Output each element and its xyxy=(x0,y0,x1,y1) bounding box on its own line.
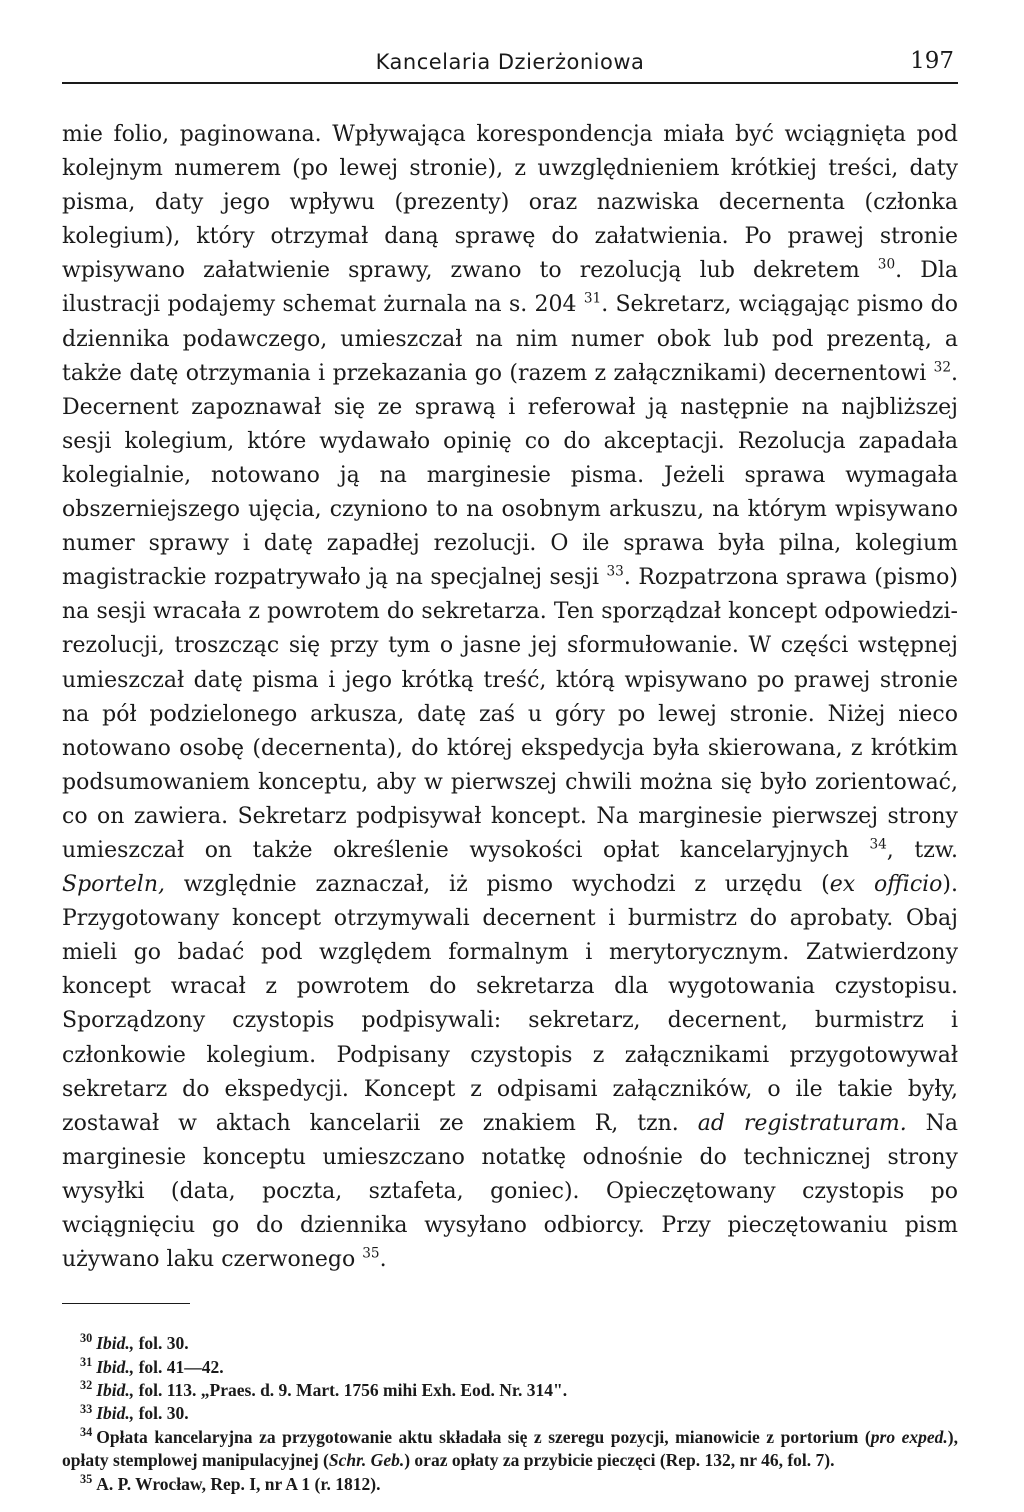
paragraph xyxy=(62,118,958,1277)
footnote-text: fol. 113. „Praes. d. 9. Mart. 1756 mihi Exh. Eod. Nr. 314". xyxy=(134,1380,568,1400)
running-header xyxy=(62,0,958,84)
footnote-italic: Schr. Geb. xyxy=(328,1450,405,1471)
footnote-ibid: Ibid., xyxy=(96,1403,135,1424)
text-run: względnie zaznaczał, iż pismo wychodzi z urzędu ( xyxy=(164,872,830,898)
text-run: Na marginesie konceptu umieszczano notatkę odnośnie do technicznej strony wysyłki (data, poczta, sztafeta, goniec). Opieczętowany czystopis po wciągnięciu go do dziennika wysyłano odbiorcy. Przy pieczętowaniu pism używano laku czerwonego xyxy=(62,1110,959,1273)
running-title: Kancelaria Dzierżoniowa xyxy=(375,50,645,74)
text-run: . Dla ilustracji podajemy schemat żurnala na s. 204 xyxy=(62,258,959,318)
footnote-text: fol. 30. xyxy=(134,1403,189,1424)
footnote-ref-31[interactable]: 31 xyxy=(583,291,602,308)
footnote-text: A. P. Wrocław, Rep. I, nr A 1 (r. 1812). xyxy=(96,1473,381,1494)
footnote-ibid: Ibid., xyxy=(96,1333,135,1354)
text-run: . Rozpatrzona sprawa (pismo) na sesji wracała z powrotem do sekretarza. Ten sporządzał koncept odpowiedzi-rezolucji, troszcząc się przy tym o jasne jej sformułowanie. W części wstępnej umieszczał datę pisma i jego krótką treść, którą wpisywano po prawej stronie na pół podzielonego arkusza, datę zaś u góry po lewej stronie. Niżej nieco notowano osobę (decernenta), do której ekspedycja była skierowana, z krótkim podsumowaniem konceptu, aby w pierwszej chwili można się było zorientować, co on zawiera. Sekretarz podpisywał koncept. Na marginesie pierwszej strony umieszczał on także określenie wysokości opłat kancelaryjnych xyxy=(62,565,958,863)
footnote-ref-33[interactable]: 33 xyxy=(606,563,624,580)
footnote-31 xyxy=(62,1356,958,1379)
footnote-text: Opłata kancelaryjna za przygotowanie aktu składała się z szeregu pozycji, mianowicie z portorium ( xyxy=(96,1426,871,1447)
footnote-mark: 32 xyxy=(80,1378,93,1393)
footnote-30 xyxy=(62,1332,958,1355)
text-run: . Sekretarz, wciągając pismo do dziennika podawczego, umieszczał na nim numer obok lub pod prezentą, a także datę otrzymania i przekazania go (razem z załącznikami) decernentowi xyxy=(62,292,958,386)
text-run: . xyxy=(379,1247,387,1273)
footnote-mark: 35 xyxy=(80,1471,93,1486)
text-run: ). Przygotowany koncept otrzymywali decernent i burmistrz do aprobaty. Obaj mieli go badać pod względem formalnym i merytorycznym. Zatwierdzony koncept wracał z powrotem do sekretarza dla wygotowania czystopisu. Sporządzony czystopis podpisywali: sekretarz, decernent, burmistrz i członkowie kolegium. Podpisany czystopis z załącznikami przygotowywał sekretarz do ekspedycji. Koncept z odpisami załączników, o ile takie były, zostawał w aktach kancelarii ze znakiem R, tzn. xyxy=(62,872,958,1136)
footnote-divider xyxy=(62,1303,190,1304)
footnote-ibid: Ibid., xyxy=(96,1380,135,1400)
footnote-italic: pro exped. xyxy=(870,1426,948,1447)
main-text xyxy=(62,118,958,1277)
footnote-ref-34[interactable]: 34 xyxy=(869,836,887,853)
footnote-35 xyxy=(62,1473,958,1496)
page-number: 197 xyxy=(910,48,954,74)
footnote-33 xyxy=(62,1402,958,1425)
footnote-mark: 34 xyxy=(80,1424,93,1439)
text-run: , tzw. xyxy=(886,837,958,863)
footnote-ref-30[interactable]: 30 xyxy=(877,257,896,274)
footnote-ibid: Ibid., xyxy=(96,1356,135,1377)
footnote-ref-35[interactable]: 35 xyxy=(362,1245,380,1262)
text-run: . Decernent zapoznawał się ze sprawą i referował ją następnie na najbliższej sesji kolegium, które wydawało opinię co do akceptacji. Rezolucja zapadała kolegialnie, notowano ją na marginesie pisma. Jeżeli sprawa wymagała obszerniejszego ujęcia, czyniono to na osobnym arkuszu, na którym wpisywano numer sprawy i datę zapadłej rezolucji. O ile sprawa była pilna, kolegium magistrackie rozpatrywało ją na specjalnej sesji xyxy=(62,360,958,591)
footnote-text: ) oraz opłaty za przybicie pieczęci (Rep. 132, nr 46, fol. 7). xyxy=(404,1450,835,1471)
footnote-mark: 31 xyxy=(80,1354,93,1369)
text-run: mie folio, paginowana. Wpływająca korespondencja miała być wciągnięta pod kolejnym numerem (po lewej stronie), z uwzględnieniem krótkiej treści, daty pisma, daty jego wpływu (prezenty) oraz nazwiska decernenta (członka kolegium), który otrzymał daną sprawę do załatwienia. Po prawej stronie wpisywano załatwienie sprawy, zwano to rezolucją lub dekretem xyxy=(62,122,958,284)
footnotes xyxy=(62,1332,958,1496)
footnote-32 xyxy=(62,1379,958,1402)
footnote-ref-32[interactable]: 32 xyxy=(933,359,951,376)
footnote-text: fol. 30. xyxy=(134,1333,189,1354)
footnote-34 xyxy=(62,1426,958,1473)
footnote-text: fol. 41—42. xyxy=(134,1356,224,1377)
italic-term: ex officio xyxy=(829,872,943,898)
footnote-mark: 30 xyxy=(80,1331,93,1346)
footnote-mark: 33 xyxy=(80,1401,93,1416)
italic-term: Sporteln, xyxy=(62,872,165,898)
footnote-text: ), opłaty stemplowej manipulacyjnej ( xyxy=(62,1426,958,1471)
italic-term: ad registraturam. xyxy=(697,1110,907,1136)
